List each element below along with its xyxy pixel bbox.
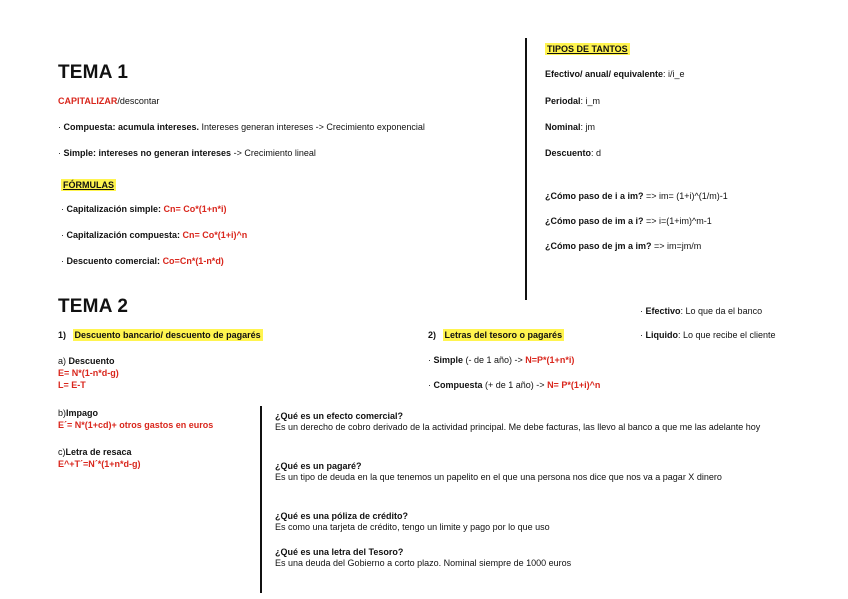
compuesta-line: · Compuesta: acumula intereses. Intereses generan intereses -> Crecimiento exponencial (58, 122, 425, 132)
qa-question: ¿Qué es un efecto comercial? (275, 411, 404, 421)
tipo-question: ¿Cómo paso de i a im? => im= (1+i)^(1/m)-1 (545, 191, 728, 201)
formula-item: · Capitalización simple: Cn= Co*(1+n*i) (61, 204, 227, 214)
qa-answer: Es un derecho de cobro derivado de la actividad principal. Me debe facturas, las llevo al banco a que me las adelante hoy (275, 422, 761, 432)
formulas-title: FÓRMULAS (63, 180, 114, 190)
qa-answer: Es como una tarjeta de crédito, tengo un limite y pago por lo que uso (275, 522, 550, 532)
divider-vertical-top (525, 38, 527, 300)
descuento-heading: a) Descuento (58, 356, 115, 366)
impago-formula: E´= N*(1+cd)+ otros gastos en euros (58, 420, 214, 430)
qa-item (275, 511, 830, 533)
resaca-heading: c)Letra de resaca (58, 447, 132, 457)
qa-item (275, 411, 830, 433)
simple-line: · Simple: intereses no generan intereses -> Crecimiento lineal (58, 148, 316, 158)
tipo-item: Efectivo/ anual/ equivalente: i/i_e (545, 69, 685, 79)
formula-item: · Descuento comercial: Co=Cn*(1-n*d) (61, 256, 224, 266)
tipo-question: ¿Cómo paso de jm a im? => im=jm/m (545, 241, 702, 251)
qa-item (275, 547, 830, 569)
descontar-label: /descontar (117, 96, 160, 106)
qa-item (275, 461, 830, 483)
descuento-formula-e: E= N*(1-n*d-g) (58, 368, 119, 378)
letras-compuesta-line: · Compuesta (+ de 1 año) -> N= P*(1+i)^n (428, 380, 601, 390)
tipos-title: TIPOS DE TANTOS (547, 44, 628, 54)
qa-question: ¿Qué es una letra del Tesoro? (275, 547, 404, 557)
tipo-question: ¿Cómo paso de im a i? => i=(1+im)^m-1 (545, 216, 712, 226)
divider-vertical-bottom (260, 406, 262, 593)
tipo-item: Descuento: d (545, 148, 602, 158)
qa-question: ¿Qué es un pagaré? (275, 461, 362, 471)
tema1-title: TEMA 1 (58, 62, 129, 83)
resaca-formula: E^+T´=N´*(1+n*d-g) (58, 459, 141, 469)
liquido-line: · Liquido: Lo que recibe el cliente (640, 330, 776, 340)
letras-simple-line: · Simple (- de 1 año) -> N=P*(1+n*i) (428, 355, 575, 365)
formula-item: · Capitalización compuesta: Cn= Co*(1+i)^n (61, 230, 248, 240)
capitalizar-line (58, 96, 159, 106)
section1-heading: 1) Descuento bancario/ descuento de pagarés (58, 330, 261, 340)
section2-heading: 2) Letras del tesoro o pagarés (428, 330, 563, 340)
qa-answer: Es un tipo de deuda en la que tenemos un papelito en el que una persona nos dice que nos va a pagar X dinero (275, 472, 722, 482)
qa-question: ¿Qué es una póliza de crédito? (275, 511, 409, 521)
qa-answer: Es una deuda del Gobierno a corto plazo. Nominal siempre de 1000 euros (275, 558, 572, 568)
impago-heading: b)Impago (58, 408, 99, 418)
capitalizar-label: CAPITALIZAR (58, 96, 118, 106)
tipo-item: Periodal: i_m (545, 96, 601, 106)
tema2-title: TEMA 2 (58, 296, 129, 317)
descuento-formula-l: L= E-T (58, 380, 86, 390)
efectivo-line: · Efectivo: Lo que da el banco (640, 306, 763, 316)
tipo-item: Nominal: jm (545, 122, 596, 132)
